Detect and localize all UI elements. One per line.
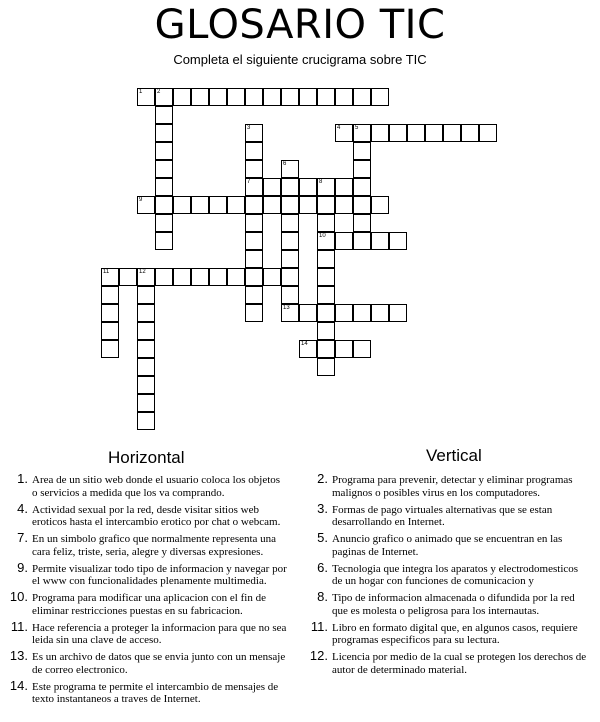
- crossword-cell[interactable]: [173, 268, 191, 286]
- crossword-cell[interactable]: [317, 214, 335, 232]
- crossword-cell[interactable]: [227, 268, 245, 286]
- crossword-cell[interactable]: [317, 358, 335, 376]
- crossword-cell[interactable]: [281, 286, 299, 304]
- clue-text: Programa para prevenir, detectar y eliminar programas malignos o posibles virus en los computadores.: [332, 474, 573, 499]
- clue-text: Este programa te permite el intercambio de mensajes de texto instantaneos a traves de Internet.: [32, 680, 279, 705]
- crossword-cell[interactable]: [281, 232, 299, 250]
- crossword-cell[interactable]: [227, 88, 245, 106]
- horizontal-clues: [8, 471, 288, 710]
- crossword-cell[interactable]: [155, 178, 173, 196]
- clue-vertical-5: [308, 618, 588, 647]
- crossword-cell[interactable]: [137, 394, 155, 412]
- crossword-cell[interactable]: [281, 304, 299, 322]
- crossword-cell[interactable]: [281, 88, 299, 106]
- page-title: GLOSARIO TIC: [154, 2, 446, 48]
- clue-number: 12.: [309, 648, 328, 663]
- cell-number: 8: [319, 179, 323, 185]
- clue-text: Tipo de informacion almacenada o difundida por la red que es molesta o peligrosa para los internautas.: [332, 592, 575, 617]
- clue-text: Programa para modificar una aplicacion con el fin de eliminar restricciones puestas en su fabricacion.: [32, 592, 266, 617]
- crossword-cell[interactable]: [101, 268, 119, 286]
- crossword-cell[interactable]: [389, 232, 407, 250]
- crossword-cell[interactable]: [317, 196, 335, 214]
- cell-number: 6: [283, 161, 287, 167]
- clue-number: 5.: [317, 530, 328, 545]
- crossword-cell[interactable]: [317, 304, 335, 322]
- crossword-cell[interactable]: [353, 196, 371, 214]
- clue-text: Licencia por medio de la cual se protegen los derechos de autor de determinado material.: [332, 651, 587, 676]
- clue-text: Anuncio grafico o animado que se encuentran en las paginas de Internet.: [332, 533, 563, 558]
- crossword-cell[interactable]: [299, 196, 317, 214]
- clue-number: 11.: [310, 618, 328, 634]
- crossword-cell[interactable]: [155, 268, 173, 286]
- crossword-cell[interactable]: [299, 304, 317, 322]
- crossword-cell[interactable]: [281, 250, 299, 268]
- crossword-cell[interactable]: [137, 88, 155, 106]
- clue-horizontal-5: [8, 618, 288, 647]
- crossword-cell[interactable]: [101, 340, 119, 358]
- cell-number: 10: [319, 233, 326, 239]
- clue-number: 10.: [9, 589, 28, 604]
- clue-text: Tecnologia que integra los aparatos y electrodomesticos de un hogar con funciones de comunicacion y: [332, 562, 579, 587]
- crossword-cell[interactable]: [155, 124, 173, 142]
- cell-number: 1: [139, 89, 143, 95]
- clue-number: 1.: [17, 471, 28, 486]
- crossword-cell[interactable]: [155, 88, 173, 106]
- crossword-cell[interactable]: [137, 322, 155, 340]
- crossword-cell[interactable]: [281, 178, 299, 196]
- clue-text: Area de un sitio web donde el usuario coloca los objetos o servicios a medida que los va comprando.: [32, 474, 281, 499]
- crossword-cell[interactable]: [281, 160, 299, 178]
- heading-vertical: Vertical: [426, 446, 482, 465]
- clue-vertical-6: [308, 648, 588, 676]
- crossword-cell[interactable]: [155, 196, 173, 214]
- crossword-cell[interactable]: [263, 196, 281, 214]
- clue-text: Hace referencia a proteger la informacion para que no sea leida sin una clave de acceso.: [32, 621, 287, 646]
- crossword-cell[interactable]: [137, 196, 155, 214]
- crossword-cell[interactable]: [317, 232, 335, 250]
- crossword-cell[interactable]: [191, 88, 209, 106]
- cell-number: 7: [247, 179, 251, 185]
- cell-number: 4: [337, 125, 341, 131]
- cell-number: 9: [139, 197, 143, 203]
- crossword-cell[interactable]: [299, 88, 317, 106]
- cell-number: 13: [283, 305, 290, 311]
- crossword-cell[interactable]: [245, 214, 263, 232]
- crossword-cell[interactable]: [137, 268, 155, 286]
- clue-text: Libro en formato digital que, en algunos casos, requiere programas especificos para su lectura.: [332, 621, 578, 646]
- clue-text: Es un archivo de datos que se envia junto con un mensaje de correo electronico.: [32, 651, 286, 676]
- crossword-cell[interactable]: [407, 124, 425, 142]
- crossword-cell[interactable]: [317, 268, 335, 286]
- crossword-cell[interactable]: [317, 340, 335, 358]
- crossword-cell[interactable]: [389, 124, 407, 142]
- crossword-cell[interactable]: [137, 358, 155, 376]
- crossword-cell[interactable]: [443, 124, 461, 142]
- crossword-cell[interactable]: [173, 88, 191, 106]
- heading-horizontal: Horizontal: [108, 448, 185, 467]
- clue-number: 3.: [317, 500, 328, 516]
- clue-horizontal-7: [8, 677, 288, 706]
- crossword-cell[interactable]: [299, 178, 317, 196]
- crossword-cell[interactable]: [389, 304, 407, 322]
- crossword-cell[interactable]: [353, 160, 371, 178]
- crossword-cell[interactable]: [227, 196, 245, 214]
- crossword-cell[interactable]: [371, 88, 389, 106]
- clue-vertical-4: [308, 589, 588, 617]
- cell-number: 12: [139, 269, 146, 275]
- crossword-cell[interactable]: [245, 304, 263, 322]
- clue-horizontal-6: [8, 648, 288, 676]
- crossword-cell[interactable]: [353, 142, 371, 160]
- clue-text: Actividad sexual por la red, desde visitar sitios web eroticos hasta el intercambio erotico por chat o webcam.: [32, 503, 281, 528]
- clue-text: Formas de pago virtuales alternativas que se estan desarrollando en Internet.: [332, 503, 553, 528]
- cell-number: 2: [157, 89, 161, 95]
- crossword-cell[interactable]: [137, 412, 155, 430]
- clue-horizontal-2: [8, 530, 288, 558]
- crossword-cell[interactable]: [245, 268, 263, 286]
- clue-text: En un simbolo grafico que normalmente representa una cara feliz, triste, seria, alegre y diversas expresiones.: [32, 533, 277, 558]
- crossword-cell[interactable]: [317, 88, 335, 106]
- crossword-cell[interactable]: [281, 268, 299, 286]
- crossword-cell[interactable]: [353, 214, 371, 232]
- crossword-cell[interactable]: [353, 178, 371, 196]
- crossword-cell[interactable]: [137, 304, 155, 322]
- cell-number: 11: [103, 269, 110, 275]
- crossword-cell[interactable]: [299, 340, 317, 358]
- crossword-cell[interactable]: [335, 196, 353, 214]
- crossword-cell[interactable]: [371, 196, 389, 214]
- crossword-cell[interactable]: [335, 124, 353, 142]
- clue-number: 9.: [17, 559, 28, 575]
- clue-number: 7.: [17, 530, 28, 545]
- crossword-cell[interactable]: [101, 286, 119, 304]
- crossword-cell[interactable]: [155, 106, 173, 124]
- crossword-cell[interactable]: [137, 286, 155, 304]
- crossword-cell[interactable]: [353, 340, 371, 358]
- crossword-cell[interactable]: [245, 178, 263, 196]
- crossword-cell[interactable]: [101, 322, 119, 340]
- crossword-cell[interactable]: [245, 250, 263, 268]
- crossword-cell[interactable]: [263, 268, 281, 286]
- crossword-cell[interactable]: [479, 124, 497, 142]
- crossword-cell[interactable]: [245, 124, 263, 142]
- crossword-cell[interactable]: [245, 160, 263, 178]
- crossword-cell[interactable]: [371, 232, 389, 250]
- crossword-cell[interactable]: [137, 340, 155, 358]
- crossword-cell[interactable]: [263, 88, 281, 106]
- crossword-cell[interactable]: [245, 232, 263, 250]
- crossword-cell[interactable]: [119, 268, 137, 286]
- crossword-cell[interactable]: [335, 88, 353, 106]
- crossword-cell[interactable]: [317, 250, 335, 268]
- crossword-cell[interactable]: [155, 214, 173, 232]
- crossword-cell[interactable]: [245, 142, 263, 160]
- crossword-cell[interactable]: [353, 304, 371, 322]
- crossword-cell[interactable]: [371, 304, 389, 322]
- crossword-cell[interactable]: [425, 124, 443, 142]
- clue-vertical-2: [308, 530, 588, 558]
- clue-number: 13.: [9, 648, 28, 663]
- clue-number: 2.: [317, 471, 328, 486]
- cell-number: 14: [301, 341, 308, 347]
- clue-horizontal-4: [8, 589, 288, 617]
- crossword-cell[interactable]: [353, 88, 371, 106]
- clue-horizontal-3: [8, 559, 288, 588]
- crossword-cell[interactable]: [371, 124, 389, 142]
- crossword-cell[interactable]: [335, 232, 353, 250]
- crossword-cell[interactable]: [209, 88, 227, 106]
- crossword-cell[interactable]: [461, 124, 479, 142]
- crossword-cell[interactable]: [191, 196, 209, 214]
- clue-horizontal-1: [8, 500, 288, 529]
- crossword-cell[interactable]: [137, 376, 155, 394]
- crossword-cell[interactable]: [317, 286, 335, 304]
- cell-number: 5: [355, 125, 359, 131]
- crossword-cell[interactable]: [245, 286, 263, 304]
- crossword-cell[interactable]: [281, 214, 299, 232]
- clue-vertical-1: [308, 500, 588, 529]
- crossword-cell[interactable]: [155, 232, 173, 250]
- crossword-cell[interactable]: [353, 124, 371, 142]
- clue-vertical-3: [308, 559, 588, 588]
- cell-number: 3: [247, 125, 251, 131]
- clue-horizontal-0: [8, 471, 288, 499]
- crossword-cell[interactable]: [191, 268, 209, 286]
- clue-number: 4.: [17, 500, 28, 516]
- crossword-cell[interactable]: [317, 322, 335, 340]
- crossword-cell[interactable]: [245, 196, 263, 214]
- crossword-cell[interactable]: [335, 340, 353, 358]
- crossword-cell[interactable]: [281, 196, 299, 214]
- crossword-cell[interactable]: [155, 142, 173, 160]
- crossword-cell[interactable]: [335, 304, 353, 322]
- clue-number: 8.: [317, 589, 328, 604]
- crossword-cell[interactable]: [209, 196, 227, 214]
- crossword-cell[interactable]: [173, 196, 191, 214]
- clue-number: 6.: [317, 559, 328, 575]
- clue-vertical-0: [308, 471, 588, 499]
- crossword-cell[interactable]: [263, 178, 281, 196]
- crossword-cell[interactable]: [317, 178, 335, 196]
- clue-number: 14.: [9, 677, 28, 693]
- crossword-cell[interactable]: [209, 268, 227, 286]
- crossword-cell[interactable]: [245, 88, 263, 106]
- page-subtitle: Completa el siguiente crucigrama sobre TIC: [173, 52, 427, 67]
- crossword-cell[interactable]: [155, 160, 173, 178]
- crossword-cell[interactable]: [101, 304, 119, 322]
- clue-text: Permite visualizar todo tipo de informacion y navegar por el www con funcionalidades plenamente multimedia.: [32, 562, 287, 587]
- vertical-clues: [308, 471, 588, 681]
- crossword-cell[interactable]: [353, 232, 371, 250]
- clue-number: 11.: [10, 618, 28, 634]
- crossword-cell[interactable]: [335, 178, 353, 196]
